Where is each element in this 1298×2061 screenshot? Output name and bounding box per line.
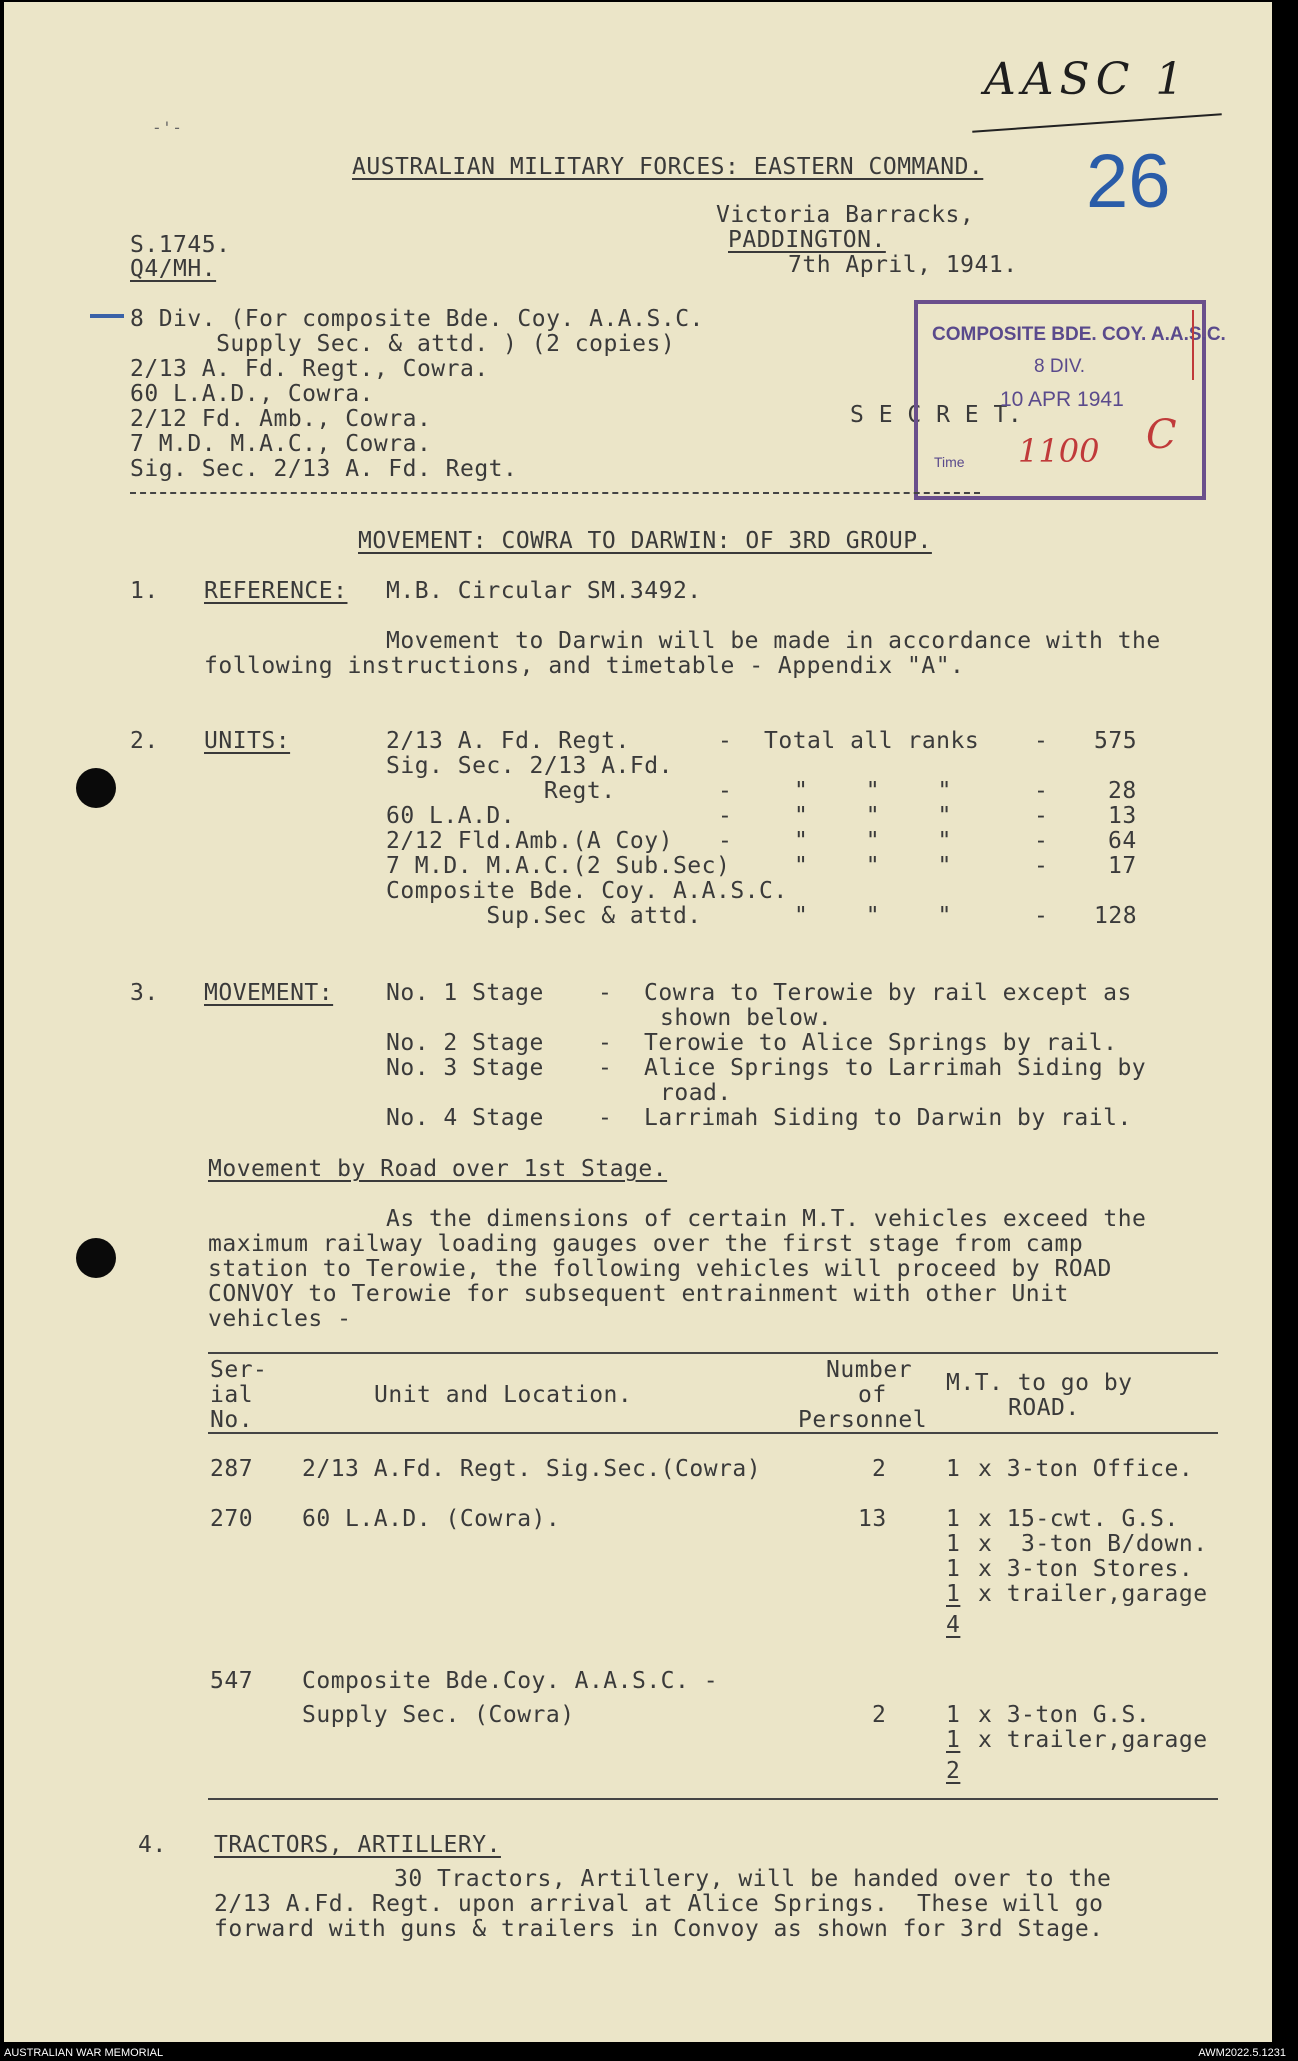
para-4-body: forward with guns & trailers in Convoy as shown for 3rd Stage. bbox=[214, 1916, 1104, 1942]
vehicle-qty: 1 bbox=[946, 1727, 961, 1753]
addressee: 8 Div. (For composite Bde. Coy. A.A.S.C. bbox=[130, 306, 704, 332]
stage-dash: - bbox=[598, 1105, 613, 1131]
header-separator bbox=[130, 492, 980, 494]
unit-name: 60 L.A.D. bbox=[386, 803, 516, 829]
para-3-number: 3. bbox=[130, 980, 159, 1006]
pencil-mark: -'- bbox=[152, 118, 183, 137]
place-line-1: Victoria Barracks, bbox=[716, 202, 975, 228]
vehicle-qty: 1 bbox=[946, 1581, 961, 1607]
vehicle-qty: 1 bbox=[946, 1702, 961, 1728]
movement-body: CONVOY to Terowie for subsequent entrainment with other Unit bbox=[208, 1281, 1069, 1307]
stage-label: No. 3 Stage bbox=[386, 1055, 544, 1081]
movement-body: As the dimensions of certain M.T. vehicles exceed the bbox=[386, 1206, 1147, 1232]
vehicle-desc: x 3-ton B/down. bbox=[978, 1531, 1208, 1557]
stage-text: Alice Springs to Larrimah Siding by bbox=[644, 1055, 1147, 1081]
vehicle-desc: x 3-ton G.S. bbox=[978, 1702, 1151, 1728]
para-1-body: following instructions, and timetable - Appendix "A". bbox=[204, 653, 965, 679]
document-page bbox=[4, 2, 1272, 2042]
stage-dash: - bbox=[598, 1055, 613, 1081]
table-top-rule bbox=[208, 1352, 1218, 1354]
unit-dash: - bbox=[1034, 778, 1049, 804]
stage-label: No. 2 Stage bbox=[386, 1030, 544, 1056]
vehicle-total: 2 bbox=[946, 1758, 961, 1784]
pointer-mark bbox=[90, 314, 124, 318]
para-1-heading: REFERENCE: bbox=[204, 578, 348, 604]
unit-name: Sup.Sec & attd. bbox=[386, 903, 702, 929]
stamp-initial: C bbox=[1146, 412, 1177, 458]
stamp-unit: COMPOSITE BDE. COY. A.A.S.C. bbox=[932, 324, 1226, 345]
header-personnel: Number bbox=[826, 1357, 913, 1383]
unit-desc: " " " bbox=[794, 778, 952, 804]
unit-dash: - bbox=[1034, 803, 1049, 829]
para-1-reference: M.B. Circular SM.3492. bbox=[386, 578, 702, 604]
row-serial: 547 bbox=[210, 1668, 254, 1694]
unit-desc: " " " bbox=[794, 853, 952, 879]
para-4-heading: TRACTORS, ARTILLERY. bbox=[214, 1832, 501, 1858]
vehicle-desc: x trailer,garage bbox=[978, 1581, 1208, 1607]
stamp-red-stroke bbox=[1192, 310, 1194, 380]
vehicle-total: 4 bbox=[946, 1612, 961, 1638]
para-3-heading: MOVEMENT: bbox=[204, 980, 334, 1006]
file-reference-handwritten: AASC 1 bbox=[984, 54, 1190, 105]
stamp-time-label: Time bbox=[934, 454, 965, 470]
unit-count: 64 bbox=[1108, 828, 1137, 854]
stage-text: Cowra to Terowie by rail except as bbox=[644, 980, 1132, 1006]
addressee: 60 L.A.D., Cowra. bbox=[130, 381, 374, 407]
vehicle-desc: x 3-ton Office. bbox=[978, 1456, 1194, 1482]
unit-dash: - bbox=[718, 803, 733, 829]
header-serial: No. bbox=[210, 1407, 254, 1433]
folio-number: 26 bbox=[1086, 139, 1171, 224]
reference-number: S.1745. bbox=[130, 232, 231, 258]
unit-count: 17 bbox=[1108, 853, 1137, 879]
unit-desc: " " " bbox=[794, 803, 952, 829]
unit-dash: - bbox=[1034, 903, 1049, 929]
header-personnel: Personnel bbox=[798, 1407, 928, 1433]
unit-desc: " " " bbox=[794, 828, 952, 854]
file-reference-underline bbox=[972, 113, 1222, 132]
vehicle-qty: 1 bbox=[946, 1556, 961, 1582]
stage-dash: - bbox=[598, 1030, 613, 1056]
row-personnel: 2 bbox=[872, 1702, 887, 1728]
unit-count: 575 bbox=[1094, 728, 1138, 754]
unit-desc: Total all ranks bbox=[764, 728, 980, 754]
unit-name: 7 M.D. M.A.C.(2 Sub.Sec) bbox=[386, 853, 731, 879]
unit-dash: - bbox=[1034, 853, 1049, 879]
stamp-time-value: 1100 bbox=[1018, 432, 1100, 470]
movement-subheading: Movement by Road over 1st Stage. bbox=[208, 1156, 668, 1182]
unit-name: Composite Bde. Coy. A.A.S.C. bbox=[386, 878, 788, 904]
unit-dash: - bbox=[1034, 728, 1049, 754]
movement-body: station to Terowie, the following vehicles will proceed by ROAD bbox=[208, 1256, 1112, 1282]
para-4-body: 2/13 A.Fd. Regt. upon arrival at Alice Springs. These will go bbox=[214, 1891, 1104, 1917]
stage-text: road. bbox=[660, 1080, 732, 1106]
row-personnel: 2 bbox=[872, 1456, 887, 1482]
header-personnel: of bbox=[858, 1382, 887, 1408]
row-unit: 60 L.A.D. (Cowra). bbox=[302, 1506, 561, 1532]
unit-name: 2/12 Fld.Amb.(A Coy) bbox=[386, 828, 673, 854]
stamp-division: 8 DIV. bbox=[1034, 356, 1086, 377]
addressee: 7 M.D. M.A.C., Cowra. bbox=[130, 431, 432, 457]
para-1-number: 1. bbox=[130, 578, 159, 604]
row-serial: 287 bbox=[210, 1456, 254, 1482]
vehicle-desc: x 3-ton Stores. bbox=[978, 1556, 1194, 1582]
row-unit: Supply Sec. (Cowra) bbox=[302, 1702, 575, 1728]
unit-dash: - bbox=[718, 778, 733, 804]
document-date: 7th April, 1941. bbox=[788, 252, 1018, 278]
classification: S E C R E T. bbox=[850, 402, 1023, 428]
table-bottom-rule bbox=[208, 1798, 1218, 1800]
vehicle-qty: 1 bbox=[946, 1456, 961, 1482]
vehicle-desc: x 15-cwt. G.S. bbox=[978, 1506, 1179, 1532]
unit-name: 2/13 A. Fd. Regt. bbox=[386, 728, 630, 754]
addressee: 2/13 A. Fd. Regt., Cowra. bbox=[130, 356, 489, 382]
para-2-heading: UNITS: bbox=[204, 728, 291, 754]
header-unit: Unit and Location. bbox=[374, 1382, 633, 1408]
para-4-number: 4. bbox=[138, 1832, 167, 1858]
unit-dash: - bbox=[718, 828, 733, 854]
row-serial: 270 bbox=[210, 1506, 254, 1532]
movement-body: vehicles - bbox=[208, 1306, 352, 1332]
unit-name: Sig. Sec. 2/13 A.Fd. bbox=[386, 753, 673, 779]
vehicle-qty: 1 bbox=[946, 1531, 961, 1557]
addressee: Sig. Sec. 2/13 A. Fd. Regt. bbox=[130, 456, 518, 482]
binder-hole bbox=[76, 1238, 116, 1278]
received-stamp bbox=[914, 300, 1226, 500]
row-personnel: 13 bbox=[858, 1506, 887, 1532]
unit-desc: " " " bbox=[794, 903, 952, 929]
binder-hole bbox=[76, 768, 116, 808]
stage-text: Larrimah Siding to Darwin by rail. bbox=[644, 1105, 1132, 1131]
addressee: Supply Sec. & attd. ) (2 copies) bbox=[130, 331, 676, 357]
para-2-number: 2. bbox=[130, 728, 159, 754]
unit-count: 13 bbox=[1108, 803, 1137, 829]
stage-label: No. 1 Stage bbox=[386, 980, 544, 1006]
archive-credit: AUSTRALIAN WAR MEMORIAL bbox=[4, 2047, 164, 2059]
stage-text: Terowie to Alice Springs by rail. bbox=[644, 1030, 1118, 1056]
header-serial: Ser- bbox=[210, 1357, 268, 1383]
movement-body: maximum railway loading gauges over the first stage from camp bbox=[208, 1231, 1084, 1257]
unit-dash: - bbox=[1034, 828, 1049, 854]
unit-count: 128 bbox=[1094, 903, 1138, 929]
vehicle-desc: x trailer,garage bbox=[978, 1727, 1208, 1753]
stage-dash: - bbox=[598, 980, 613, 1006]
row-unit: 2/13 A.Fd. Regt. Sig.Sec.(Cowra) bbox=[302, 1456, 762, 1482]
header-mt: M.T. to go by bbox=[946, 1370, 1133, 1396]
place-line-2: PADDINGTON. bbox=[728, 227, 886, 253]
reference-code: Q4/MH. bbox=[130, 256, 217, 282]
row-unit: Composite Bde.Coy. A.A.S.C. - bbox=[302, 1668, 719, 1694]
table-header-rule bbox=[208, 1432, 1218, 1434]
para-4-body: 30 Tractors, Artillery, will be handed over to the bbox=[394, 1866, 1112, 1892]
stage-text: shown below. bbox=[660, 1005, 833, 1031]
header-mt: ROAD. bbox=[1008, 1395, 1080, 1421]
stage-label: No. 4 Stage bbox=[386, 1105, 544, 1131]
subject-line: MOVEMENT: COWRA TO DARWIN: OF 3RD GROUP. bbox=[358, 528, 932, 554]
header-serial: ial bbox=[210, 1382, 254, 1408]
vehicle-qty: 1 bbox=[946, 1506, 961, 1532]
archive-id: AWM2022.5.1231 bbox=[1198, 2047, 1286, 2059]
stamp-date: 10 APR 1941 bbox=[1000, 388, 1124, 411]
unit-name: Regt. bbox=[386, 778, 616, 804]
para-1-body: Movement to Darwin will be made in accordance with the bbox=[386, 628, 1161, 654]
addressee: 2/12 Fd. Amb., Cowra. bbox=[130, 406, 432, 432]
unit-count: 28 bbox=[1108, 778, 1137, 804]
document-title: AUSTRALIAN MILITARY FORCES: EASTERN COMMAND. bbox=[352, 154, 984, 180]
unit-dash: - bbox=[718, 728, 733, 754]
